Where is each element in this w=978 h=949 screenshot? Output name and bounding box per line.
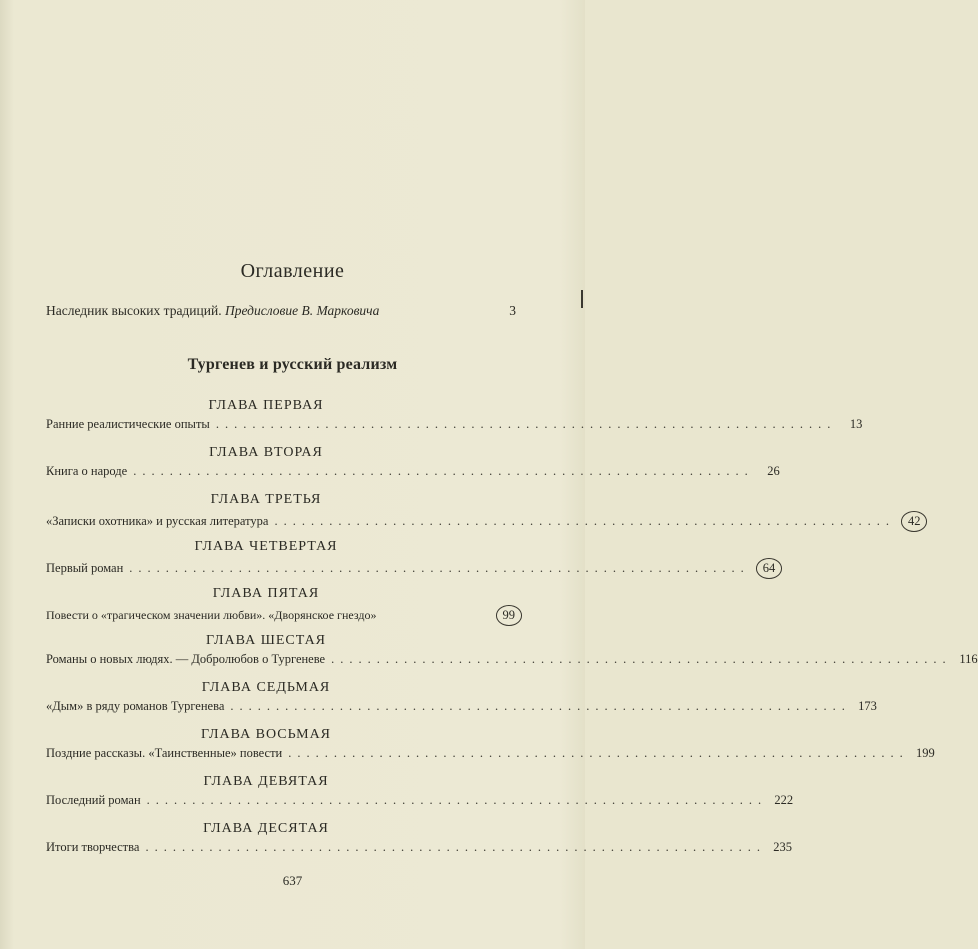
preface-author: Предисловие В. Марковича [224, 303, 380, 318]
chapter-entry [46, 774, 794, 808]
chapter-page: 64 [756, 558, 783, 579]
leader-dots: .................................................................... [288, 746, 909, 760]
chapter-title: Итоги творчества [46, 840, 140, 854]
chapter-page: 13 [849, 417, 863, 431]
chapter-title: Повести о «трагическом значении любви». «Дворянское гнездо» [46, 608, 377, 622]
chapter-title: Ранние реалистические опыты [46, 417, 210, 431]
chapter-entry [46, 821, 792, 855]
chapter-title: Книга о народе [46, 464, 128, 478]
section-title: Тургенев и русский реализм [187, 356, 398, 373]
chapter-page: 26 [767, 464, 780, 478]
chapter-title: Последний роман [46, 793, 141, 807]
chapter-heading: ГЛАВА ПЯТАЯ [212, 586, 320, 601]
chapter-entry [46, 539, 776, 579]
chapter-entry [46, 727, 935, 761]
preface-text: Наследник высоких традиций. [46, 303, 222, 318]
chapter-entry [46, 398, 863, 432]
chapter-title: Первый роман [46, 561, 124, 575]
preface-entry [46, 303, 516, 319]
page-title: Оглавление [240, 260, 345, 282]
leader-dots: .................................................................... [274, 514, 895, 528]
margin-mark [581, 290, 583, 308]
chapter-heading: ГЛАВА ШЕСТАЯ [205, 633, 327, 648]
leader-dots: .................................................................... [145, 840, 766, 854]
chapter-page: 235 [773, 840, 792, 854]
chapter-heading: ГЛАВА ПЕРВАЯ [208, 398, 324, 413]
leader-dots: .................................................................... [133, 464, 754, 478]
preface-label [46, 303, 379, 319]
leader-dots: .................................................................... [129, 561, 750, 575]
leader-dots: .................................................................... [331, 652, 952, 666]
chapter-page: 42 [901, 511, 928, 532]
chapter-page: 222 [774, 793, 794, 807]
chapter-heading: ГЛАВА ЧЕТВЕРТАЯ [194, 539, 338, 554]
leader-dots: .................................................................... [215, 417, 837, 431]
chapter-title: «Дым» в ряду романов Тургенева [46, 699, 225, 713]
chapter-title: Романы о новых людях. — Добролюбов о Тургеневе [46, 652, 326, 666]
chapter-entry [46, 445, 780, 479]
chapter-entry [46, 492, 921, 532]
chapter-page: 99 [496, 605, 523, 626]
chapter-entry [46, 633, 978, 667]
chapter-heading: ГЛАВА ДЕСЯТАЯ [203, 821, 329, 836]
leader-dots: .................................................................... [230, 699, 851, 713]
preface-page: 3 [509, 303, 516, 318]
chapter-page: 116 [959, 652, 978, 666]
chapter-page: 199 [915, 746, 935, 760]
page-number: 637 [282, 873, 303, 888]
chapter-heading: ГЛАВА ТРЕТЬЯ [210, 492, 322, 507]
chapter-heading: ГЛАВА ВТОРАЯ [209, 445, 323, 460]
chapter-heading: ГЛАВА ВОСЬМАЯ [200, 727, 332, 742]
chapter-heading: ГЛАВА СЕДЬМАЯ [201, 680, 331, 695]
chapter-title: «Записки охотника» и русская литература [46, 514, 269, 528]
leader-dots: .................................................................... [146, 793, 768, 807]
chapter-page: 173 [858, 699, 877, 713]
chapter-heading: ГЛАВА ДЕВЯТАЯ [203, 774, 329, 789]
chapter-title: Поздние рассказы. «Таинственные» повести [46, 746, 283, 760]
chapter-entry [46, 680, 877, 714]
chapter-entry [46, 586, 516, 626]
